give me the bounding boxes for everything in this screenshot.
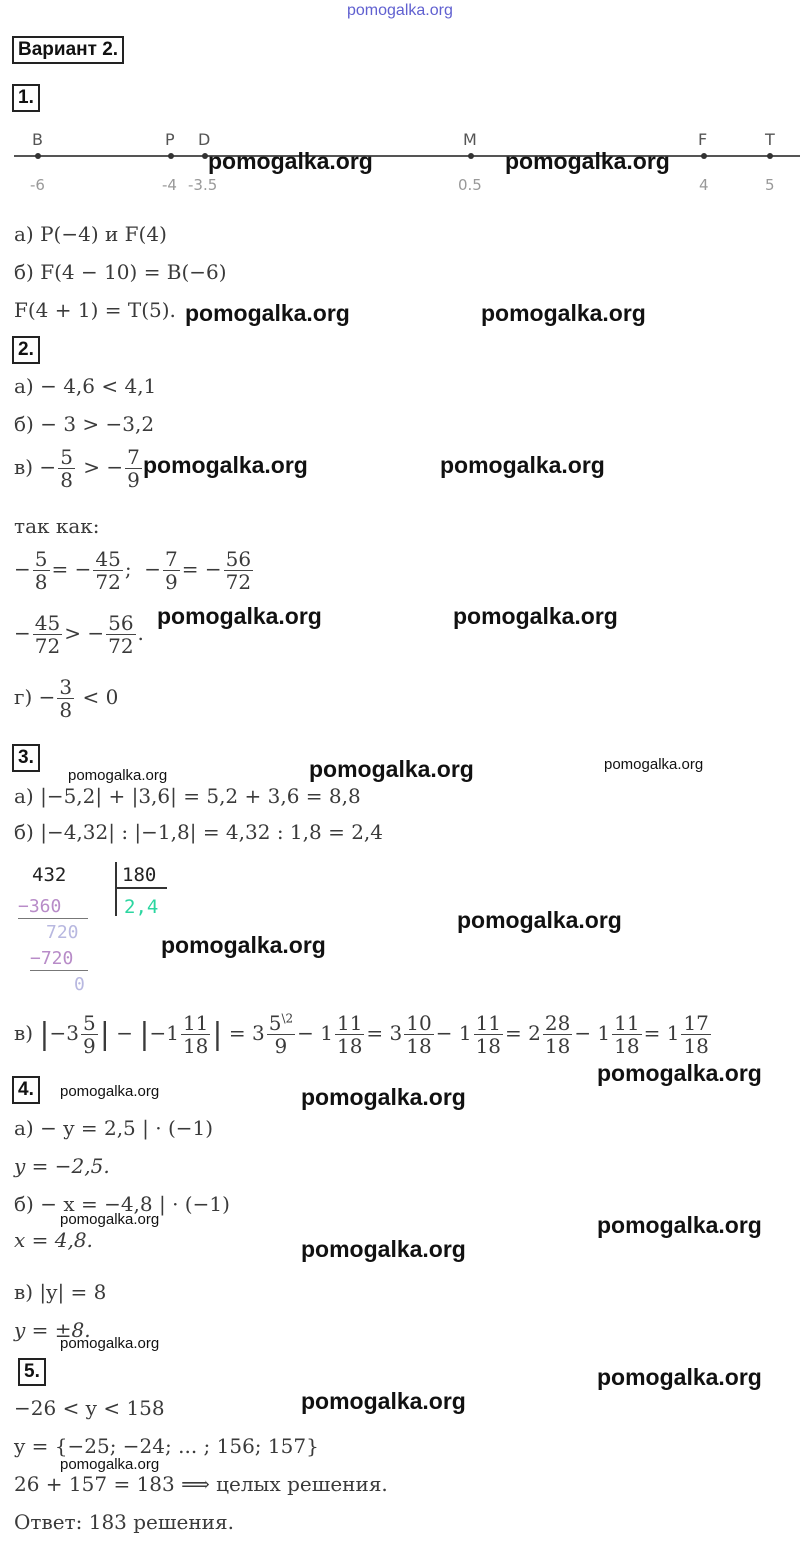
watermark[interactable]: pomogalka.org [185, 300, 350, 326]
watermark[interactable]: pomogalka.org [309, 756, 474, 782]
task-1-answer-a: а) P(−4) и F(4) [14, 222, 167, 246]
fraction-7-9: $\frac{7}{9}$ [127, 445, 140, 492]
task-2-number: 2. [12, 336, 40, 364]
number-line-axis [14, 155, 800, 157]
task-3-answer-b: б) |−4,32| : |−1,8| = 4,32 : 1,8 = 2,4 [14, 820, 384, 844]
division-dividend: 432 [32, 864, 67, 886]
task-4-result-b: x = 4,8. [14, 1228, 93, 1252]
task-2-g-relation: < 0 [82, 685, 119, 709]
point-dot-b [35, 153, 41, 159]
point-dot-m [468, 153, 474, 159]
task-5-number: 5. [18, 1358, 46, 1386]
division-bar [115, 862, 117, 916]
task-3-answer-v: в) |−3 $\frac{5}{9}$ | − |−1 $\frac{11}{18}$ | = 3 $\frac{5^{\backslash 2}}{9}$ − 1 $\frac{11}{18}$ = 3 $\frac{10}{18}$ − 1 $\frac{11}{18}$ = 2 $\frac{28}{18}$ − 1 $\frac{11}{18}$ = 1 $\frac{17}{18}$ [14, 1011, 709, 1058]
division-subtract-2: −720 [30, 948, 74, 969]
watermark[interactable]: pomogalka.org [60, 1456, 160, 1473]
watermark-top[interactable]: pomogalka.org [347, 2, 453, 19]
task-4-result-c: y = ±8. [14, 1318, 91, 1342]
task-2-answer-a: а) − 4,6 < 4,1 [14, 374, 157, 398]
task-4-result-a: y = −2,5. [14, 1154, 110, 1178]
watermark[interactable]: pomogalka.org [60, 1211, 160, 1228]
point-value-p: -4 [162, 176, 177, 194]
point-value-m: 0.5 [458, 176, 482, 194]
watermark[interactable]: pomogalka.org [597, 1060, 762, 1086]
watermark[interactable]: pomogalka.org [60, 1083, 160, 1100]
watermark[interactable]: pomogalka.org [301, 1236, 466, 1262]
task-2-g-prefix: г) − [14, 685, 56, 709]
watermark[interactable]: pomogalka.org [157, 603, 322, 629]
division-subtract-1: −360 [18, 896, 62, 917]
task-5-inequality: −26 < y < 158 [14, 1396, 165, 1420]
task-5-set: y = {−25; −24; ... ; 156; 157} [14, 1434, 319, 1458]
task-4-answer-a: а) − y = 2,5 | · (−1) [14, 1116, 214, 1140]
task-1-answer-c: F(4 + 1) = T(5). [14, 298, 176, 322]
task-1-number: 1. [12, 84, 40, 112]
division-line-2 [30, 970, 88, 971]
point-label-d: D [198, 130, 211, 149]
task-5-answer: Ответ: 183 решения. [14, 1510, 234, 1534]
task-3-v-prefix: в) [14, 1021, 34, 1045]
point-value-t: 5 [765, 176, 775, 194]
task-4-answer-c: в) |y| = 8 [14, 1280, 107, 1304]
watermark[interactable]: pomogalka.org [505, 148, 670, 174]
task-1-answer-b: б) F(4 − 10) = B(−6) [14, 260, 227, 284]
watermark[interactable]: pomogalka.org [208, 148, 373, 174]
point-value-d: -3.5 [188, 176, 218, 194]
task-4-answer-b: б) − x = −4,8 | · (−1) [14, 1192, 230, 1216]
watermark[interactable]: pomogalka.org [453, 603, 618, 629]
task-2-answer-g: г) − $\frac{3}{8}$ < 0 [14, 675, 119, 722]
point-label-b: B [32, 130, 43, 149]
point-value-b: -6 [30, 176, 45, 194]
watermark[interactable]: pomogalka.org [60, 1335, 160, 1352]
task-5-count: 26 + 157 = 183 ⟹ целых решения. [14, 1472, 388, 1496]
division-remainder-2: 0 [74, 974, 85, 995]
division-quotient: 2,4 [124, 896, 159, 918]
watermark[interactable]: pomogalka.org [161, 932, 326, 958]
task-4-number: 4. [12, 1076, 40, 1104]
division-remainder-1: 720 [46, 922, 79, 943]
watermark[interactable]: pomogalka.org [301, 1388, 466, 1414]
point-dot-f [701, 153, 707, 159]
point-value-f: 4 [699, 176, 709, 194]
task-2-conversion: − $\frac{5}{8}$ = − $\frac{45}{72}$ ; − $\frac{7}{9}$ = − $\frac{56}{72}$ [14, 547, 252, 594]
task-2-answer-b: б) − 3 > −3,2 [14, 412, 155, 436]
watermark[interactable]: pomogalka.org [143, 452, 308, 478]
fraction-5-8: $\frac{5}{8}$ [60, 445, 73, 492]
task-3-number: 3. [12, 744, 40, 772]
division-divisor-line [117, 887, 167, 889]
division-line-1 [18, 918, 88, 919]
task-3-answer-a: а) |−5,2| + |3,6| = 5,2 + 3,6 = 8,8 [14, 784, 361, 808]
task-2-v-relation: > − [83, 455, 124, 479]
task-2-because: так как: [14, 514, 100, 538]
watermark[interactable]: pomogalka.org [597, 1212, 762, 1238]
division-divisor: 180 [122, 864, 157, 886]
point-label-p: P [165, 130, 175, 149]
point-dot-t [767, 153, 773, 159]
point-dot-p [168, 153, 174, 159]
task-2-comparison: − $\frac{45}{72}$ > − $\frac{56}{72}$ . [14, 611, 144, 658]
point-label-f: F [698, 130, 708, 149]
watermark[interactable]: pomogalka.org [597, 1364, 762, 1390]
watermark[interactable]: pomogalka.org [457, 907, 622, 933]
task-2-v-prefix: в) − [14, 455, 57, 479]
watermark[interactable]: pomogalka.org [604, 756, 704, 773]
point-label-t: T [765, 130, 775, 149]
variant-title: Вариант 2. [12, 36, 124, 64]
watermark[interactable]: pomogalka.org [301, 1084, 466, 1110]
task-2-answer-v [14, 446, 144, 491]
watermark[interactable]: pomogalka.org [68, 767, 168, 784]
point-label-m: M [463, 130, 477, 149]
watermark[interactable]: pomogalka.org [440, 452, 605, 478]
watermark[interactable]: pomogalka.org [481, 300, 646, 326]
